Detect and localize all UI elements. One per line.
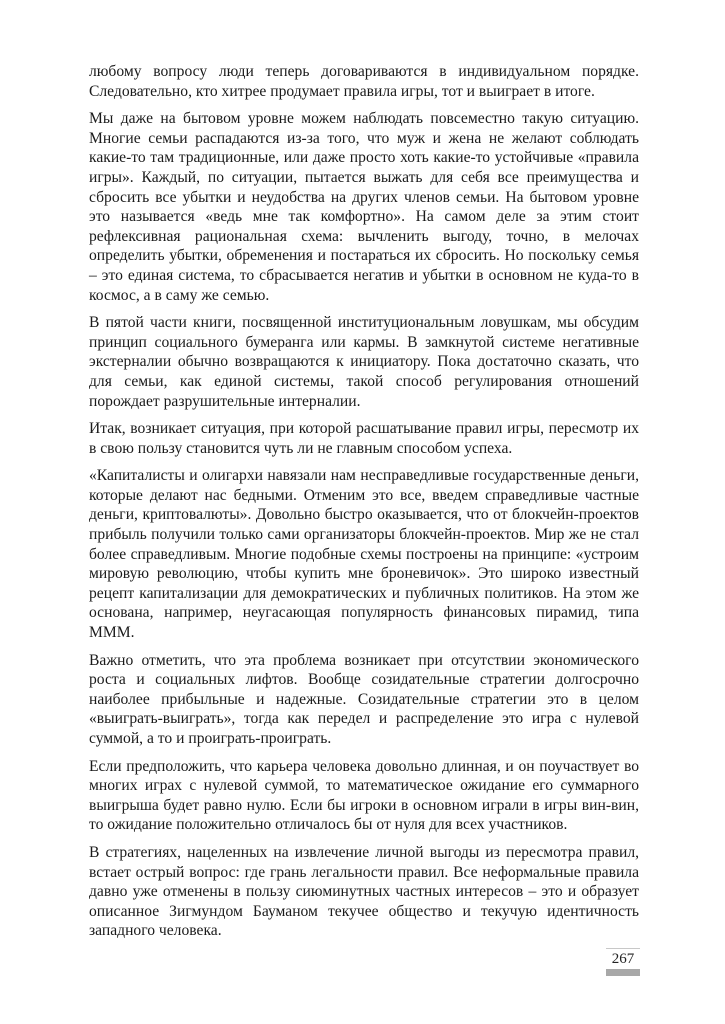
- paragraph: В стратегиях, нацеленных на извлечение личной выгоды из пересмотра правил, встает острый вопрос: где грань легальности правил. Все неформальные правила давно уже отменены в пользу сиюминутных частных интересов – это и образует описанное Зигмундом Бауманом текучее общество и текучую идентичность западного человека.: [89, 843, 639, 940]
- paragraph: Итак, возникает ситуация, при которой расшатывание правил игры, пересмотр их в свою пользу становится чуть ли не главным способом успеха.: [89, 420, 639, 457]
- page-number-rule: [606, 948, 640, 949]
- paragraph: Важно отметить, что эта проблема возникает при отсутствии экономического роста и социальных лифтов. Вообще созидательные стратегии долгосрочно наиболее прибыльные и надежные. Созидательные стратегии это в целом «выиграть-выиграть», тогда как передел и распределение это игра с нулевой суммой, а то и проиграть-проиграть.: [89, 651, 639, 747]
- page-number: 267: [611, 951, 635, 967]
- body-text: [89, 62, 639, 949]
- paragraph: любому вопросу люди теперь договариваются в индивидуальном порядке. Следовательно, кто хитрее продумает правила игры, тот и выиграет в итоге.: [89, 63, 639, 100]
- paragraph: «Капиталисты и олигархи навязали нам несправедливые государственные деньги, которые делают нас бедными. Отменим это все, введем справедливые частные деньги, криптовалюты». Довольно быстро оказывается, что от блокчейн-проектов прибыль получили только сами организаторы блокчейн-проектов. Мир же не стал более справедливым. Многие подобные схемы построены на принципе: «устроим мировую революцию, чтобы купить мне броневичок». Это широко известный рецепт капитализации для демократических и публичных политиков. На этом же основана, например, неугасающая популярность финансовых пирамид, типа МММ.: [89, 467, 639, 642]
- paragraph: Мы даже на бытовом уровне можем наблюдать повсеместно такую ситуацию. Многие семьи распадаются из-за того, что муж и жена не желают соблюдать какие-то там традиционные, или даже просто хоть какие-то устойчивые «правила игры». Каждый, по ситуации, пытается выжать для себя все преимущества и сбросить все убытки и неудобства на других членов семьи. На бытовом уровне это называется «ведь мне так комфортно». На самом деле за этим стоит рефлексивная рациональная схема: вычленить выгоду, точно, в мелочах определить убытки, обременения и постараться их сбросить. Но поскольку семья – это единая система, то сбрасывается негатив и убытки в основном не куда-то в космос, а в саму же семью.: [89, 110, 639, 304]
- paragraph: В пятой части книги, посвященной институциональным ловушкам, мы обсудим принцип социального бумеранга или кармы. В замкнутой системе негативные экстерналии обычно возвращаются к инициатору. Пока достаточно сказать, что для семьи, как единой системы, такой способ регулирования отношений порождает разрушительные интерналии.: [89, 314, 639, 410]
- page-number-bar: [606, 969, 640, 976]
- paragraph: Если предположить, что карьера человека довольно длинная, и он поучаствует во многих играх с нулевой суммой, то математическое ожидание его суммарного выигрыша будет равно нулю. Если бы игроки в основном играли в игры вин-вин, то ожидание положительно отличалось бы от нуля для всех участников.: [89, 757, 639, 834]
